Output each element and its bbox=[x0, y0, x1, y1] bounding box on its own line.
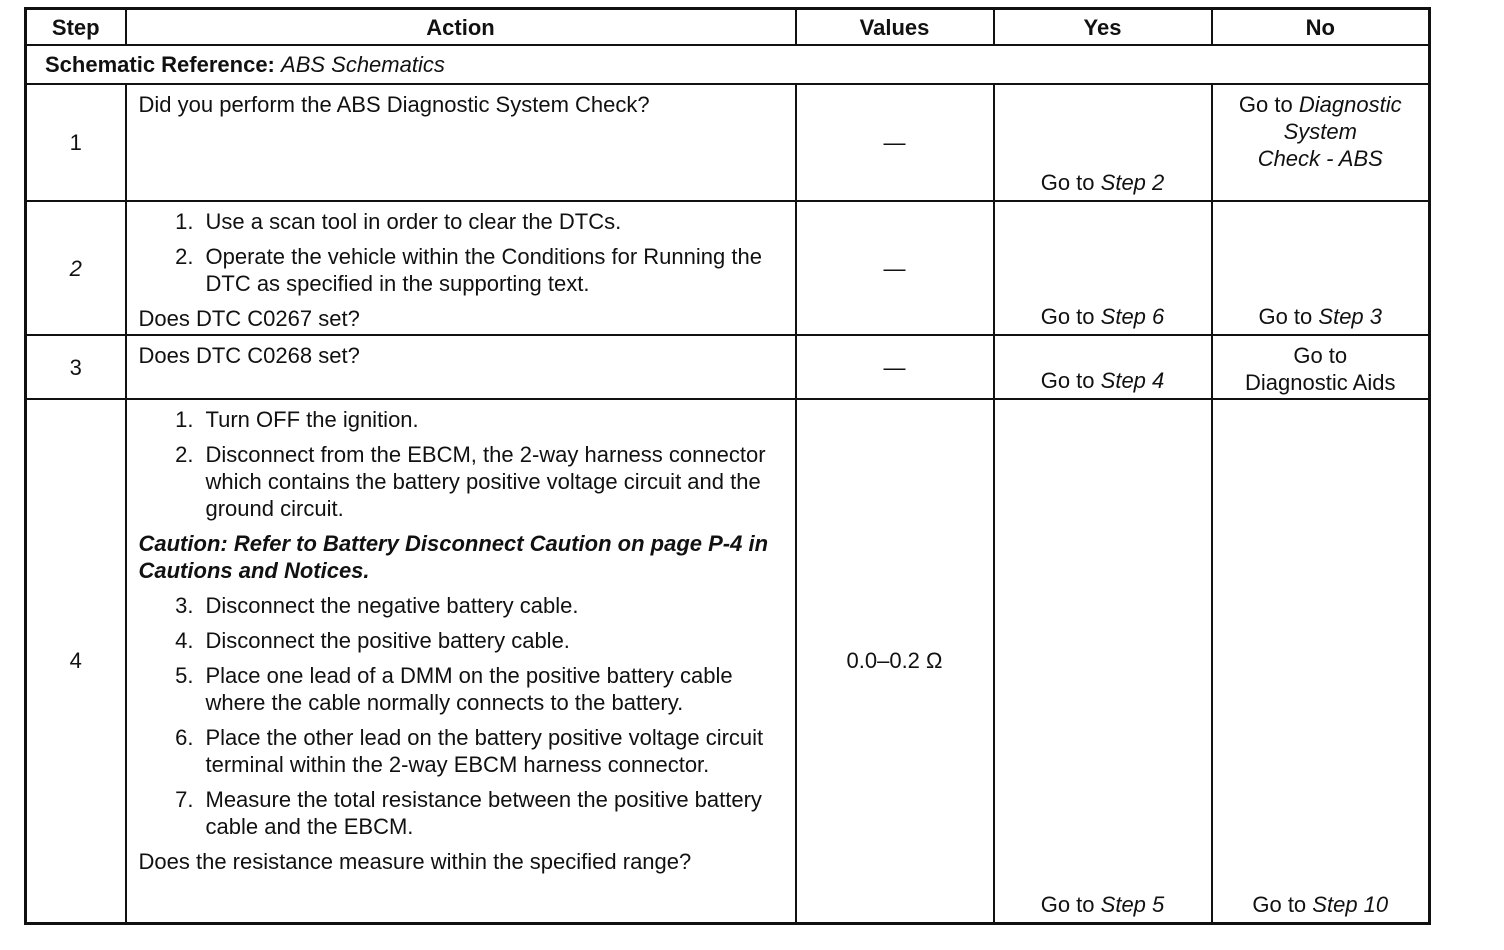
header-action: Action bbox=[126, 9, 796, 46]
action-question: Did you perform the ABS Diagnostic System Check? bbox=[138, 92, 650, 117]
header-yes: Yes bbox=[994, 9, 1212, 46]
schematic-reference bbox=[26, 45, 1430, 84]
yes-link[interactable]: Step 4 bbox=[1100, 368, 1165, 393]
no-prefix: Go to bbox=[1293, 343, 1348, 368]
list-item: 2. Operate the vehicle within the Conditions for Running the DTC as specified in the supporting text. bbox=[175, 244, 762, 296]
yes-cell bbox=[994, 84, 1212, 201]
step-number: 2 bbox=[26, 201, 126, 335]
list-item: 1. Turn OFF the ignition. bbox=[175, 407, 419, 432]
action-cell bbox=[126, 335, 796, 399]
value-cell: 0.0–0.2 Ω bbox=[796, 399, 994, 923]
yes-cell bbox=[994, 335, 1212, 399]
diagnostic-table bbox=[24, 7, 1431, 925]
no-link[interactable]: Step 10 bbox=[1312, 891, 1389, 917]
step-number: 1 bbox=[26, 84, 126, 201]
value-cell: — bbox=[796, 84, 994, 201]
header-row bbox=[26, 9, 1430, 46]
table-row bbox=[26, 201, 1430, 335]
no-cell bbox=[1212, 201, 1430, 335]
caution-note: Caution: Refer to Battery Disconnect Caution on page P-4 in Cautions and Notices. bbox=[138, 531, 769, 583]
action-cell bbox=[126, 399, 796, 923]
yes-link[interactable]: Step 2 bbox=[1100, 170, 1165, 195]
no-prefix: Go to bbox=[1238, 92, 1293, 117]
header-step: Step bbox=[26, 9, 126, 46]
yes-cell bbox=[994, 201, 1212, 335]
action-question: Does DTC C0267 set? bbox=[138, 306, 360, 331]
no-link[interactable]: Step 3 bbox=[1318, 304, 1383, 329]
action-question: Does DTC C0268 set? bbox=[138, 343, 360, 368]
schematic-reference-row bbox=[26, 45, 1430, 84]
no-link[interactable]: Check - ABS bbox=[1257, 146, 1383, 171]
value-cell: — bbox=[796, 335, 994, 399]
no-prefix: Go to bbox=[1252, 891, 1307, 917]
no-cell bbox=[1212, 335, 1430, 399]
no-link[interactable]: Diagnostic bbox=[1298, 92, 1402, 117]
header-values: Values bbox=[796, 9, 994, 46]
action-cell bbox=[126, 84, 796, 201]
table-row bbox=[26, 399, 1430, 923]
value-cell: — bbox=[796, 201, 994, 335]
yes-prefix: Go to bbox=[1040, 368, 1095, 393]
schematic-link[interactable]: ABS Schematics bbox=[281, 52, 445, 77]
list-item: 7. Measure the total resistance between the positive battery cable and the EBCM. bbox=[175, 787, 762, 839]
action-question: Does the resistance measure within the specified range? bbox=[138, 849, 692, 874]
list-item: 1. Use a scan tool in order to clear the DTCs. bbox=[175, 209, 622, 234]
no-cell bbox=[1212, 399, 1430, 923]
yes-prefix: Go to bbox=[1040, 170, 1095, 195]
list-item: 4. Disconnect the positive battery cable. bbox=[175, 628, 570, 653]
yes-link[interactable]: Step 5 bbox=[1100, 891, 1165, 917]
schematic-label: Schematic Reference: bbox=[45, 52, 275, 77]
step-number: 4 bbox=[26, 399, 126, 923]
step-number: 3 bbox=[26, 335, 126, 399]
yes-prefix: Go to bbox=[1040, 304, 1095, 329]
yes-prefix: Go to bbox=[1040, 891, 1095, 917]
yes-cell bbox=[994, 399, 1212, 923]
no-prefix: Go to bbox=[1258, 304, 1313, 329]
no-cell bbox=[1212, 84, 1430, 201]
no-link[interactable]: Diagnostic Aids bbox=[1245, 370, 1396, 395]
yes-link[interactable]: Step 6 bbox=[1100, 304, 1165, 329]
table-row bbox=[26, 84, 1430, 201]
list-item: 5. Place one lead of a DMM on the positive battery cable where the cable normally connects to the battery. bbox=[175, 663, 733, 715]
list-item: 6. Place the other lead on the battery positive voltage circuit terminal within the 2-way EBCM harness connector. bbox=[175, 725, 764, 777]
table-row bbox=[26, 335, 1430, 399]
list-item: 2. Disconnect from the EBCM, the 2-way harness connector which contains the battery positive voltage circuit and the ground circuit. bbox=[175, 442, 766, 521]
list-item: 3. Disconnect the negative battery cable. bbox=[175, 593, 579, 618]
no-link[interactable]: System bbox=[1283, 119, 1357, 144]
header-no: No bbox=[1212, 9, 1430, 46]
action-cell bbox=[126, 201, 796, 335]
